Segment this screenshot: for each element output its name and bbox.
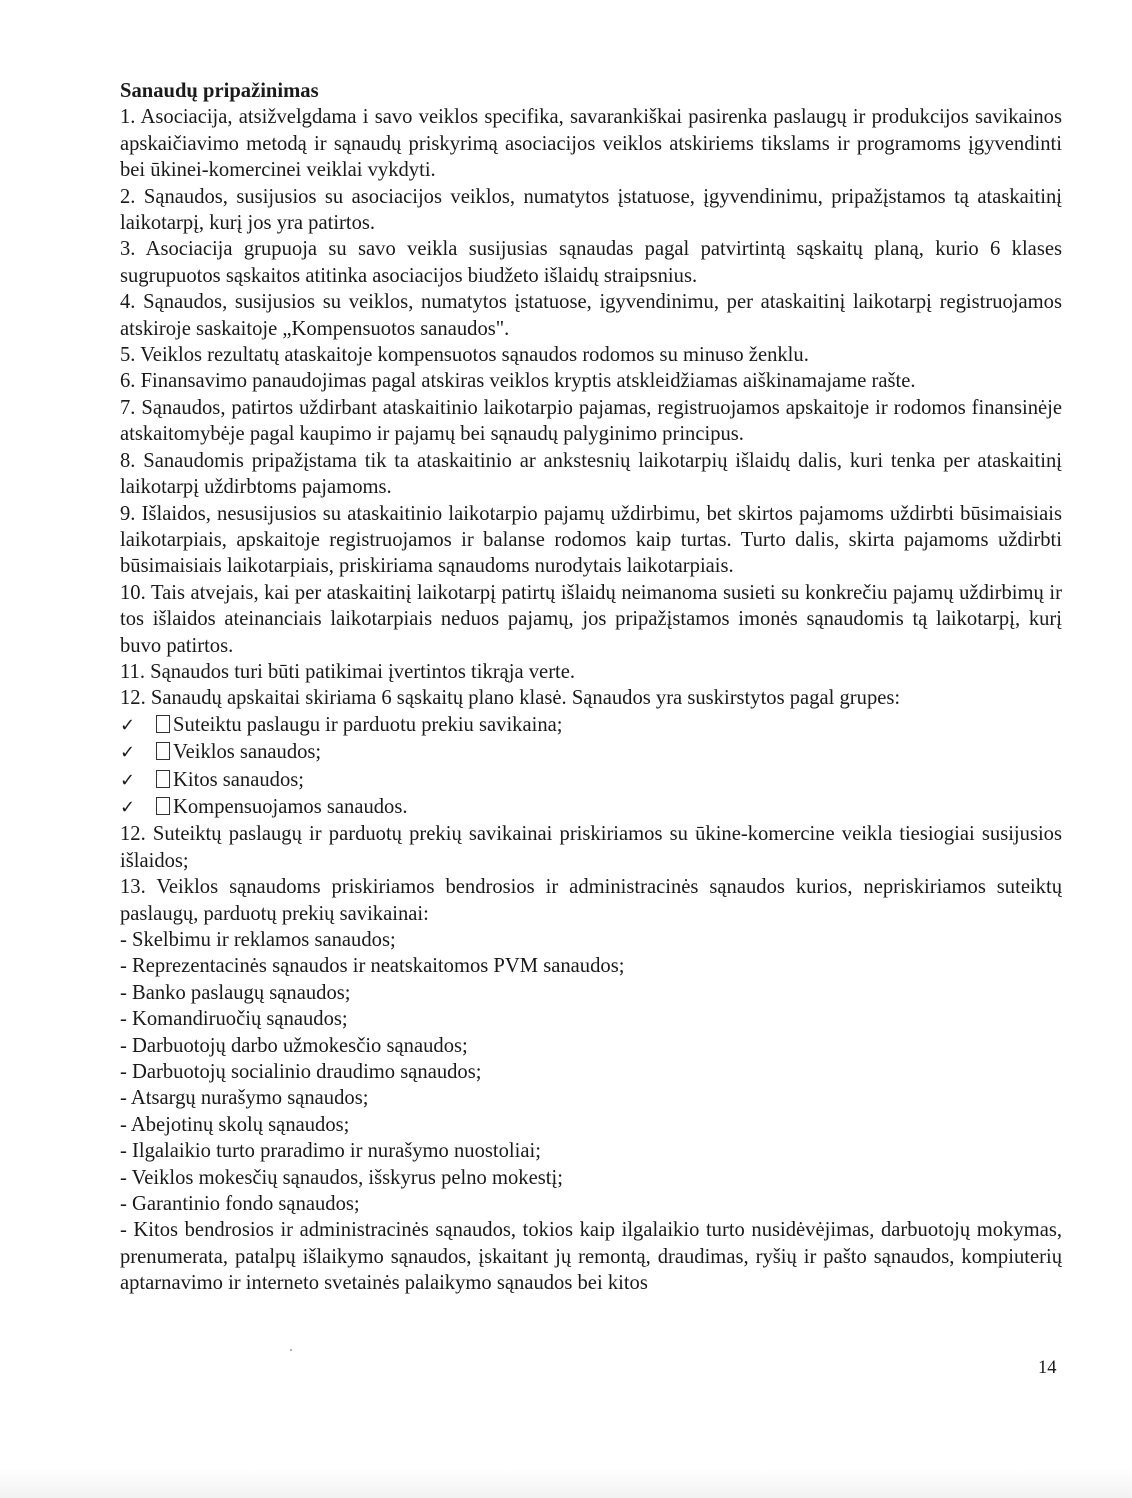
list-item: - Reprezentacinės sąnaudos ir neatskaitomos PVM sanaudos; — [120, 955, 625, 978]
list-item: - Darbuotojų socialinio draudimo sąnaudos; — [120, 1061, 482, 1084]
paragraph-12: 12. Sanaudų apskaitai skiriama 6 sąskaitų plano klasė. Sąnaudos yra suskirstytos pagal grupes: — [120, 687, 901, 710]
list-item — [120, 767, 1062, 794]
checkmark-icon: ✓ — [120, 796, 136, 818]
list-item: - Abejotinų skolų sąnaudos; — [120, 1113, 350, 1136]
list-item-text: Suteiktu paslaugu ir parduotu prekiu savikaina; — [173, 713, 563, 736]
list-item-text: Veiklos sanaudos; — [173, 741, 322, 764]
paragraph-10: 10. Tais atvejais, kai per ataskaitinį laikotarpį patirtų išlaidų neimanoma susieti su konkrečiu pajamų uždirbimų ir tos išlaidos ateinanciais laikotarpiais neduos pajamų, jos pripažįstamos imonės sąnaudomis tą laikotarpį, kurį buvo patirtos. — [120, 581, 1062, 657]
paragraph-4: 4. Sąnaudos, susijusios su veiklos, numatytos įstatuose, igyvendinimu, per ataskaitinį laikotarpį registruojamos atskiroje saskaitoje „Kompensuotos sanaudos". — [120, 291, 1062, 340]
paragraph-11: 11. Sąnaudos turi būti patikimai įvertintos tikrąja verte. — [120, 660, 576, 683]
list-item: - Banko paslaugų sąnaudos; — [120, 981, 351, 1004]
page-bottom-edge — [0, 1468, 1132, 1498]
closing-paragraph: - Kitos bendrosios ir administracinės sąnaudos, tokios kaip ilgalaikio turto nusidėvėjimas, darbuotojų mokymas, prenumerata, patalpų išlaikymo sąnaudos, įskaitant jų remontą, draudimas, ryšių ir pašto sąnaudos, kompiuterių aptarnavimo ir interneto svetainės palaikymo sąnaudos bei kitos — [120, 1219, 1062, 1295]
list-item: - Darbuotojų darbo užmokesčio sąnaudos; — [120, 1034, 468, 1057]
paragraph-7: 7. Sąnaudos, patirtos uždirbant ataskaitinio laikotarpio pajamas, registruojamos apskaitoje ir rodomos finansinėje atskaitomybėje pagal kaupimo ir pajamų bei sąnaudų palyginimo principus. — [120, 396, 1062, 446]
paragraph-8: 8. Sanaudomis pripažįstama tik ta ataskaitinio ar ankstesnių laikotarpių išlaidų dalis, kuri tenka per ataskaitinį laikotarpį uždirbtoms pajamoms. — [120, 449, 1062, 499]
scan-dot — [290, 1349, 292, 1351]
paragraph-12b: 12. Suteiktų paslaugų ir parduotų prekių savikainai priskiriamos su ūkine-komercine veikla tiesiogiai susijusios išlaidos; — [120, 823, 1062, 872]
page-number: 14 — [1038, 1358, 1057, 1378]
list-item — [120, 739, 1062, 766]
list-item: - Komandiruočių sąnaudos; — [120, 1008, 348, 1031]
paragraph-1: 1. Asociacija, atsižvelgdama i savo veiklos specifika, savarankiškai pasirenka paslaugų ir produkcijos savikainos apskaičiavimo metodą ir sąnaudų priskyrimą asociacijos veiklos atskiriems tikslams ir programoms įgyvendinti bei ūkinei-komercinei veiklai vykdyti. — [120, 106, 1062, 182]
list-item: - Atsargų nurašymo sąnaudos; — [120, 1087, 369, 1110]
list-item: - Veiklos mokesčių sąnaudos, išskyrus pelno mokestį; — [120, 1166, 563, 1189]
expense-group-list — [120, 712, 1062, 822]
paragraph-2: 2. Sąnaudos, susijusios su asociacijos veiklos, numatytos įstatuose, įgyvendinimu, pripažįstamos tą ataskaitinį laikotarpį, kurį jos yra patirtos. — [120, 185, 1062, 235]
checkmark-icon: ✓ — [120, 742, 136, 764]
checkbox-icon — [156, 770, 170, 788]
list-item-text: Kompensuojamos sanaudos. — [173, 795, 408, 818]
paragraph-5: 5. Veiklos rezultatų ataskaitoje kompensuotos sąnaudos rodomos su minuso ženklu. — [120, 344, 809, 367]
paragraph-13: 13. Veiklos sąnaudoms priskiriamos bendrosios ir administracinės sąnaudos kurios, nepriskiriamos suteiktų paslaugų, parduotų prekių savikainai: — [120, 876, 1062, 925]
checkbox-icon — [156, 715, 170, 733]
paragraph-6: 6. Finansavimo panaudojimas pagal atskiras veiklos kryptis atskleidžiamas aiškinamajame rašte. — [120, 370, 916, 393]
operating-expense-list — [120, 927, 1062, 1217]
checkmark-icon: ✓ — [120, 714, 136, 736]
section-heading: Sanaudų pripažinimas — [120, 80, 319, 102]
document-body — [120, 78, 1062, 1297]
list-item — [120, 794, 1062, 821]
paragraph-9: 9. Išlaidos, nesusijusios su ataskaitinio laikotarpio pajamų uždirbimu, bet skirtos pajamoms uždirbti būsimaisiais laikotarpiais, apskaitoje registruojamos ir balanse rodomos kaip turtas. Turto dalis, skirta pajamoms uždirbti būsimaisiais laikotarpiais, priskiriama sąnaudoms nurodytais laikotarpiais. — [120, 502, 1062, 578]
checkbox-icon — [156, 797, 170, 815]
list-item: - Ilgalaikio turto praradimo ir nurašymo nuostoliai; — [120, 1140, 541, 1163]
list-item-text: Kitos sanaudos; — [173, 768, 304, 791]
checkmark-icon: ✓ — [120, 769, 136, 791]
list-item: - Garantinio fondo sąnaudos; — [120, 1193, 360, 1216]
paragraph-3: 3. Asociacija grupuoja su savo veikla susijusias sąnaudas pagal patvirtintą sąskaitų planą, kurio 6 klases sugrupuotos sąskaitos atitinka asociacijos biudžeto išlaidų straipsnius. — [120, 238, 1062, 287]
list-item — [120, 712, 1062, 739]
checkbox-icon — [156, 742, 170, 760]
list-item: - Skelbimu ir reklamos sanaudos; — [120, 929, 396, 951]
